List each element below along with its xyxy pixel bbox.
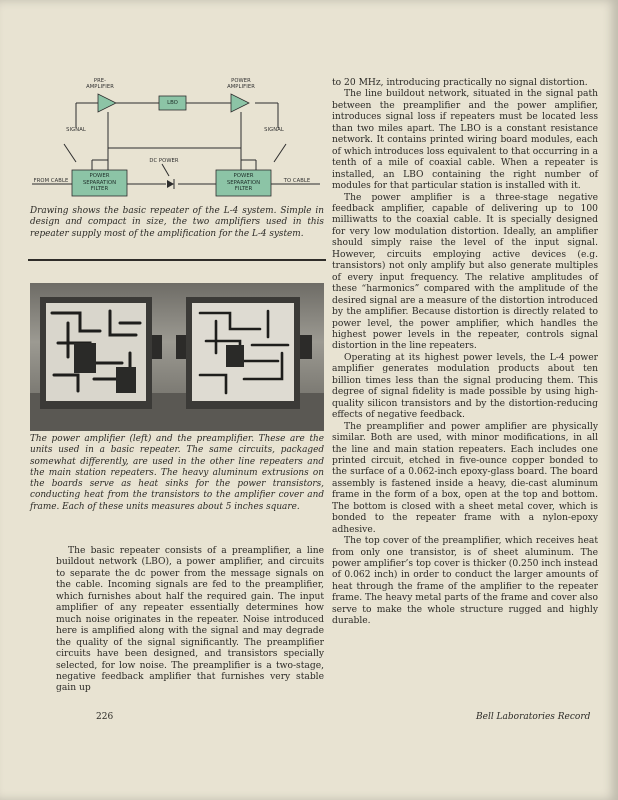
- repeater-block-diagram: [28, 72, 324, 202]
- amplifier-photo: [30, 283, 324, 431]
- right-paragraph-4: Operating at its highest power levels, the L-4 power amplifier generates modulation products about ten billion times less than the signal producing them. This degree of signal fidelity is made possible by using high-quality silicon transistors and by the distortion-reducing effects of negative feedback.: [332, 352, 598, 421]
- left-column: [28, 546, 324, 695]
- journal-title: Bell Laboratories Record: [476, 712, 591, 722]
- to-cable-label: TO CABLE: [283, 178, 311, 184]
- power-amplifier-symbol: [231, 94, 249, 112]
- right-paragraph-6: The top cover of the preamplifier, which receives heat from only one transistor, is of sheet aluminum. The power amplifier’s top cover is thicker (0.250 inch instead of 0.062 inch) in order to conduct the larger amounts of heat through the frame of the amplifier to the repeater frame. The heavy metal parts of the frame and cover also serve to make the whole structure rugged and highly durable.: [332, 536, 598, 627]
- preamplifier-symbol: [98, 94, 116, 112]
- right-paragraph-3: The power amplifier is a three-stage negative feedback amplifier, capable of delivering up to 100 milliwatts to the coaxial cable. It is specially designed for very low modulation distortion. Ideally, an amplifier should simply raise the level of the input signal. However, circuits employing active devices (e.g. transistors) not only amplify but also generate multiples of every input frequency. The relative amplitudes of these “harmonics” compared with the amplitude of the desired signal are a measure of the distortion introduced by the amplifier. Because distortion is directly related to power level, the power amplifier, which handles the highest power levels in the repeater, controls signal distortion in the line repeaters.: [332, 192, 598, 352]
- power-amplifier-label: POWER AMPLIFIER: [227, 78, 255, 90]
- preamplifier-label: PRE- AMPLIFIER: [86, 78, 114, 90]
- filter-right-label: POWER SEPARATION FILTER: [226, 173, 261, 193]
- dc-power-label: DC POWER: [149, 158, 179, 164]
- signal-left-label: SIGNAL: [66, 127, 86, 133]
- amplifier-photo-illustration: [30, 283, 324, 431]
- filter-left-label: POWER SEPARATION FILTER: [82, 173, 117, 193]
- lbo-label: LBO: [167, 100, 178, 106]
- right-paragraph-2: The line buildout network, situated in the signal path between the preamplifier and the power amplifier, introduces signal loss if repeaters must be located less than two miles apart. The LBO is a constant resistance network. It contains printed wiring board modules, each of which introduces loss equivalent to that occurring in a tenth of a mile of coaxial cable. When a repeater is installed, an LBO containing the right number of modules for that particular station is installed with it.: [332, 89, 598, 192]
- page-number: 226: [96, 712, 114, 722]
- left-paragraph: The basic repeater consists of a preamplifier, a line buildout network (LBO), a power amplifier, and circuits to separate the dc power from the message signals on the cable. Incoming signals are fed to the preamplifier, which furnishes about half the required gain. The input amplifier of any repeater essentially determines how much noise originates in the repeater. Noise introduced here is amplified along with the signal and may degrade the quality of the signal significantly. The preamplifier circuits have been designed, and transistors specially selected, for low noise. The preamplifier is a two-stage, negative feedback amplifier that furnishes very stable gain up: [56, 546, 324, 694]
- right-paragraph-5: The preamplifier and power amplifier are physically similar. Both are used, with minor modifications, in all the line and main station repeaters. Each includes one printed circuit, etched in five-ounce copper bonded to the surface of a 0.062-inch epoxy-glass board. The board assembly is fastened inside a heavy, die-cast aluminum frame in the form of a box, open at the top and bottom. The bottom is closed with a sheet metal cover, which is bonded to the repeater frame with a nylon-epoxy adhesive.: [332, 421, 598, 535]
- right-column: [332, 78, 598, 628]
- diagram-caption: Drawing shows the basic repeater of the L-4 system. Simple in design and compact in size, the two amplifiers used in this repeater supply most of the amplification for the L-4 system.: [30, 206, 324, 239]
- right-paragraph-1: to 20 MHz, introducing practically no signal distortion.: [332, 78, 588, 88]
- signal-right-label: SIGNAL: [264, 127, 284, 133]
- section-divider: [28, 259, 326, 261]
- photo-caption: The power amplifier (left) and the preamplifier. These are the units used in a basic repeater. The same circuits, packaged somewhat differently, are used in the other line repeaters and the main station repeaters. The heavy aluminum extrusions on the boards serve as heat sinks for the power transistors, conducting heat from the transistors to the amplifier cover and frame. Each of these units measures about 5 inches square.: [30, 434, 324, 512]
- from-cable-label: FROM CABLE: [33, 178, 69, 184]
